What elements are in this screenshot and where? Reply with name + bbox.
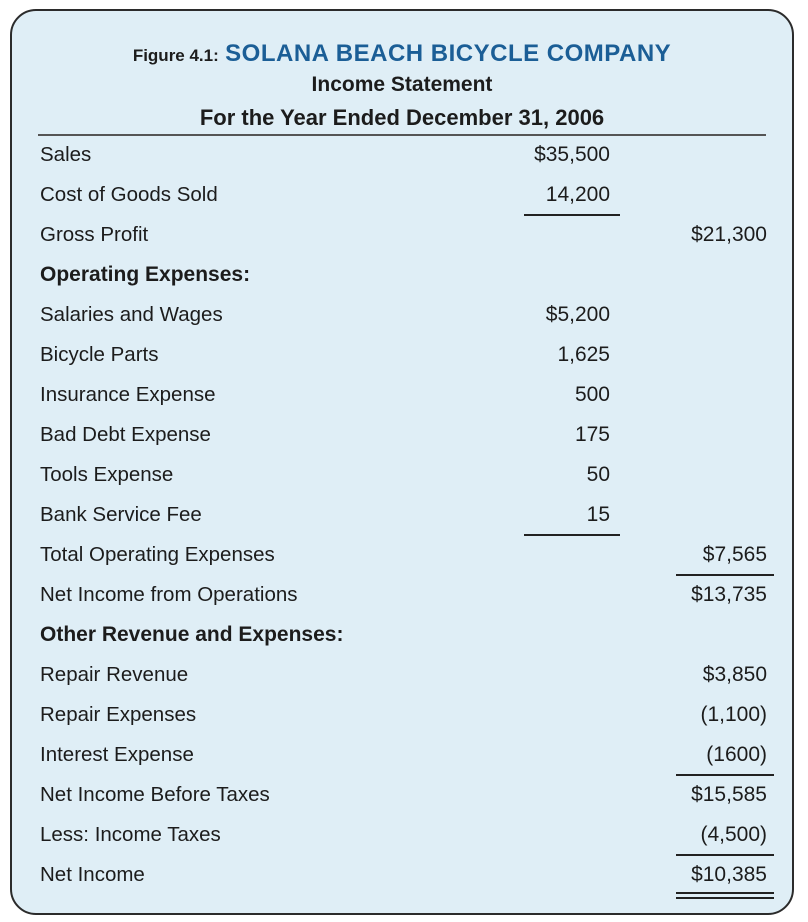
row-label: Tools Expense	[40, 463, 174, 486]
row-amount-total: (4,500)	[700, 823, 767, 846]
row-net-income-before-taxes	[12, 779, 792, 819]
row-bad-debt-expense	[12, 419, 792, 459]
total-underline	[676, 574, 774, 576]
row-label: Repair Revenue	[40, 663, 189, 686]
income-statement-panel	[10, 9, 794, 915]
row-amount-detail: 15	[586, 503, 610, 526]
row-label: Bicycle Parts	[40, 343, 159, 366]
section-heading-other-revenue-and-expenses	[12, 619, 792, 659]
statement-name: Income Statement	[311, 73, 493, 96]
row-amount-detail: 14,200	[545, 183, 610, 206]
section-heading-operating-expenses	[12, 259, 792, 299]
row-amount-total: (1,100)	[700, 703, 767, 726]
row-gross-profit	[12, 219, 792, 259]
row-amount-detail: 50	[586, 463, 610, 486]
row-sales	[12, 139, 792, 179]
row-net-income-from-operations	[12, 579, 792, 619]
row-net-income	[12, 859, 792, 899]
row-insurance-expense	[12, 379, 792, 419]
row-total-operating-expenses	[12, 539, 792, 579]
row-cost-of-goods-sold	[12, 179, 792, 219]
header-divider	[38, 134, 766, 136]
row-amount-detail: $35,500	[534, 143, 610, 166]
company-name: SOLANA BEACH BICYCLE COMPANY	[225, 40, 672, 67]
row-amount-detail: $5,200	[545, 303, 610, 326]
row-amount-total: $3,850	[702, 663, 767, 686]
row-amount-detail: 1,625	[557, 343, 610, 366]
total-underline	[676, 854, 774, 856]
final-total-double-underline	[676, 892, 774, 899]
row-amount-total: $21,300	[691, 223, 767, 246]
row-label: Insurance Expense	[40, 383, 216, 406]
row-label: Net Income from Operations	[40, 583, 298, 606]
row-bicycle-parts	[12, 339, 792, 379]
figure-label: Figure 4.1:	[132, 46, 219, 65]
row-label: Cost of Goods Sold	[40, 183, 218, 206]
row-amount-total: $15,585	[691, 783, 767, 806]
row-repair-revenue	[12, 659, 792, 699]
row-label: Net Income Before Taxes	[40, 783, 270, 806]
row-label: Gross Profit	[40, 223, 149, 246]
total-underline	[676, 774, 774, 776]
row-label: Sales	[40, 143, 92, 166]
row-amount-detail: 500	[574, 383, 610, 406]
section-heading: Operating Expenses:	[40, 263, 251, 286]
row-amount-total: (1600)	[706, 743, 767, 766]
row-bank-service-fee	[12, 499, 792, 539]
statement-period: For the Year Ended December 31, 2006	[199, 105, 605, 130]
row-amount-total: $7,565	[702, 543, 767, 566]
subtotal-underline	[524, 534, 620, 536]
row-label: Bad Debt Expense	[40, 423, 211, 446]
row-income-taxes	[12, 819, 792, 859]
subtotal-underline	[524, 214, 620, 216]
row-repair-expenses	[12, 699, 792, 739]
row-label: Interest Expense	[40, 743, 194, 766]
row-amount-detail: 175	[574, 423, 610, 446]
row-label: Bank Service Fee	[40, 503, 202, 526]
row-tools-expense	[12, 459, 792, 499]
row-label: Net Income	[40, 863, 145, 886]
row-salaries-and-wages	[12, 299, 792, 339]
row-interest-expense	[12, 739, 792, 779]
row-label: Salaries and Wages	[40, 303, 223, 326]
row-label: Repair Expenses	[40, 703, 197, 726]
row-label: Less: Income Taxes	[40, 823, 221, 846]
row-amount-total: $13,735	[691, 583, 767, 606]
row-label: Total Operating Expenses	[40, 543, 275, 566]
figure-title	[12, 40, 792, 68]
row-amount-total: $10,385	[691, 863, 767, 886]
section-heading: Other Revenue and Expenses:	[40, 623, 344, 646]
